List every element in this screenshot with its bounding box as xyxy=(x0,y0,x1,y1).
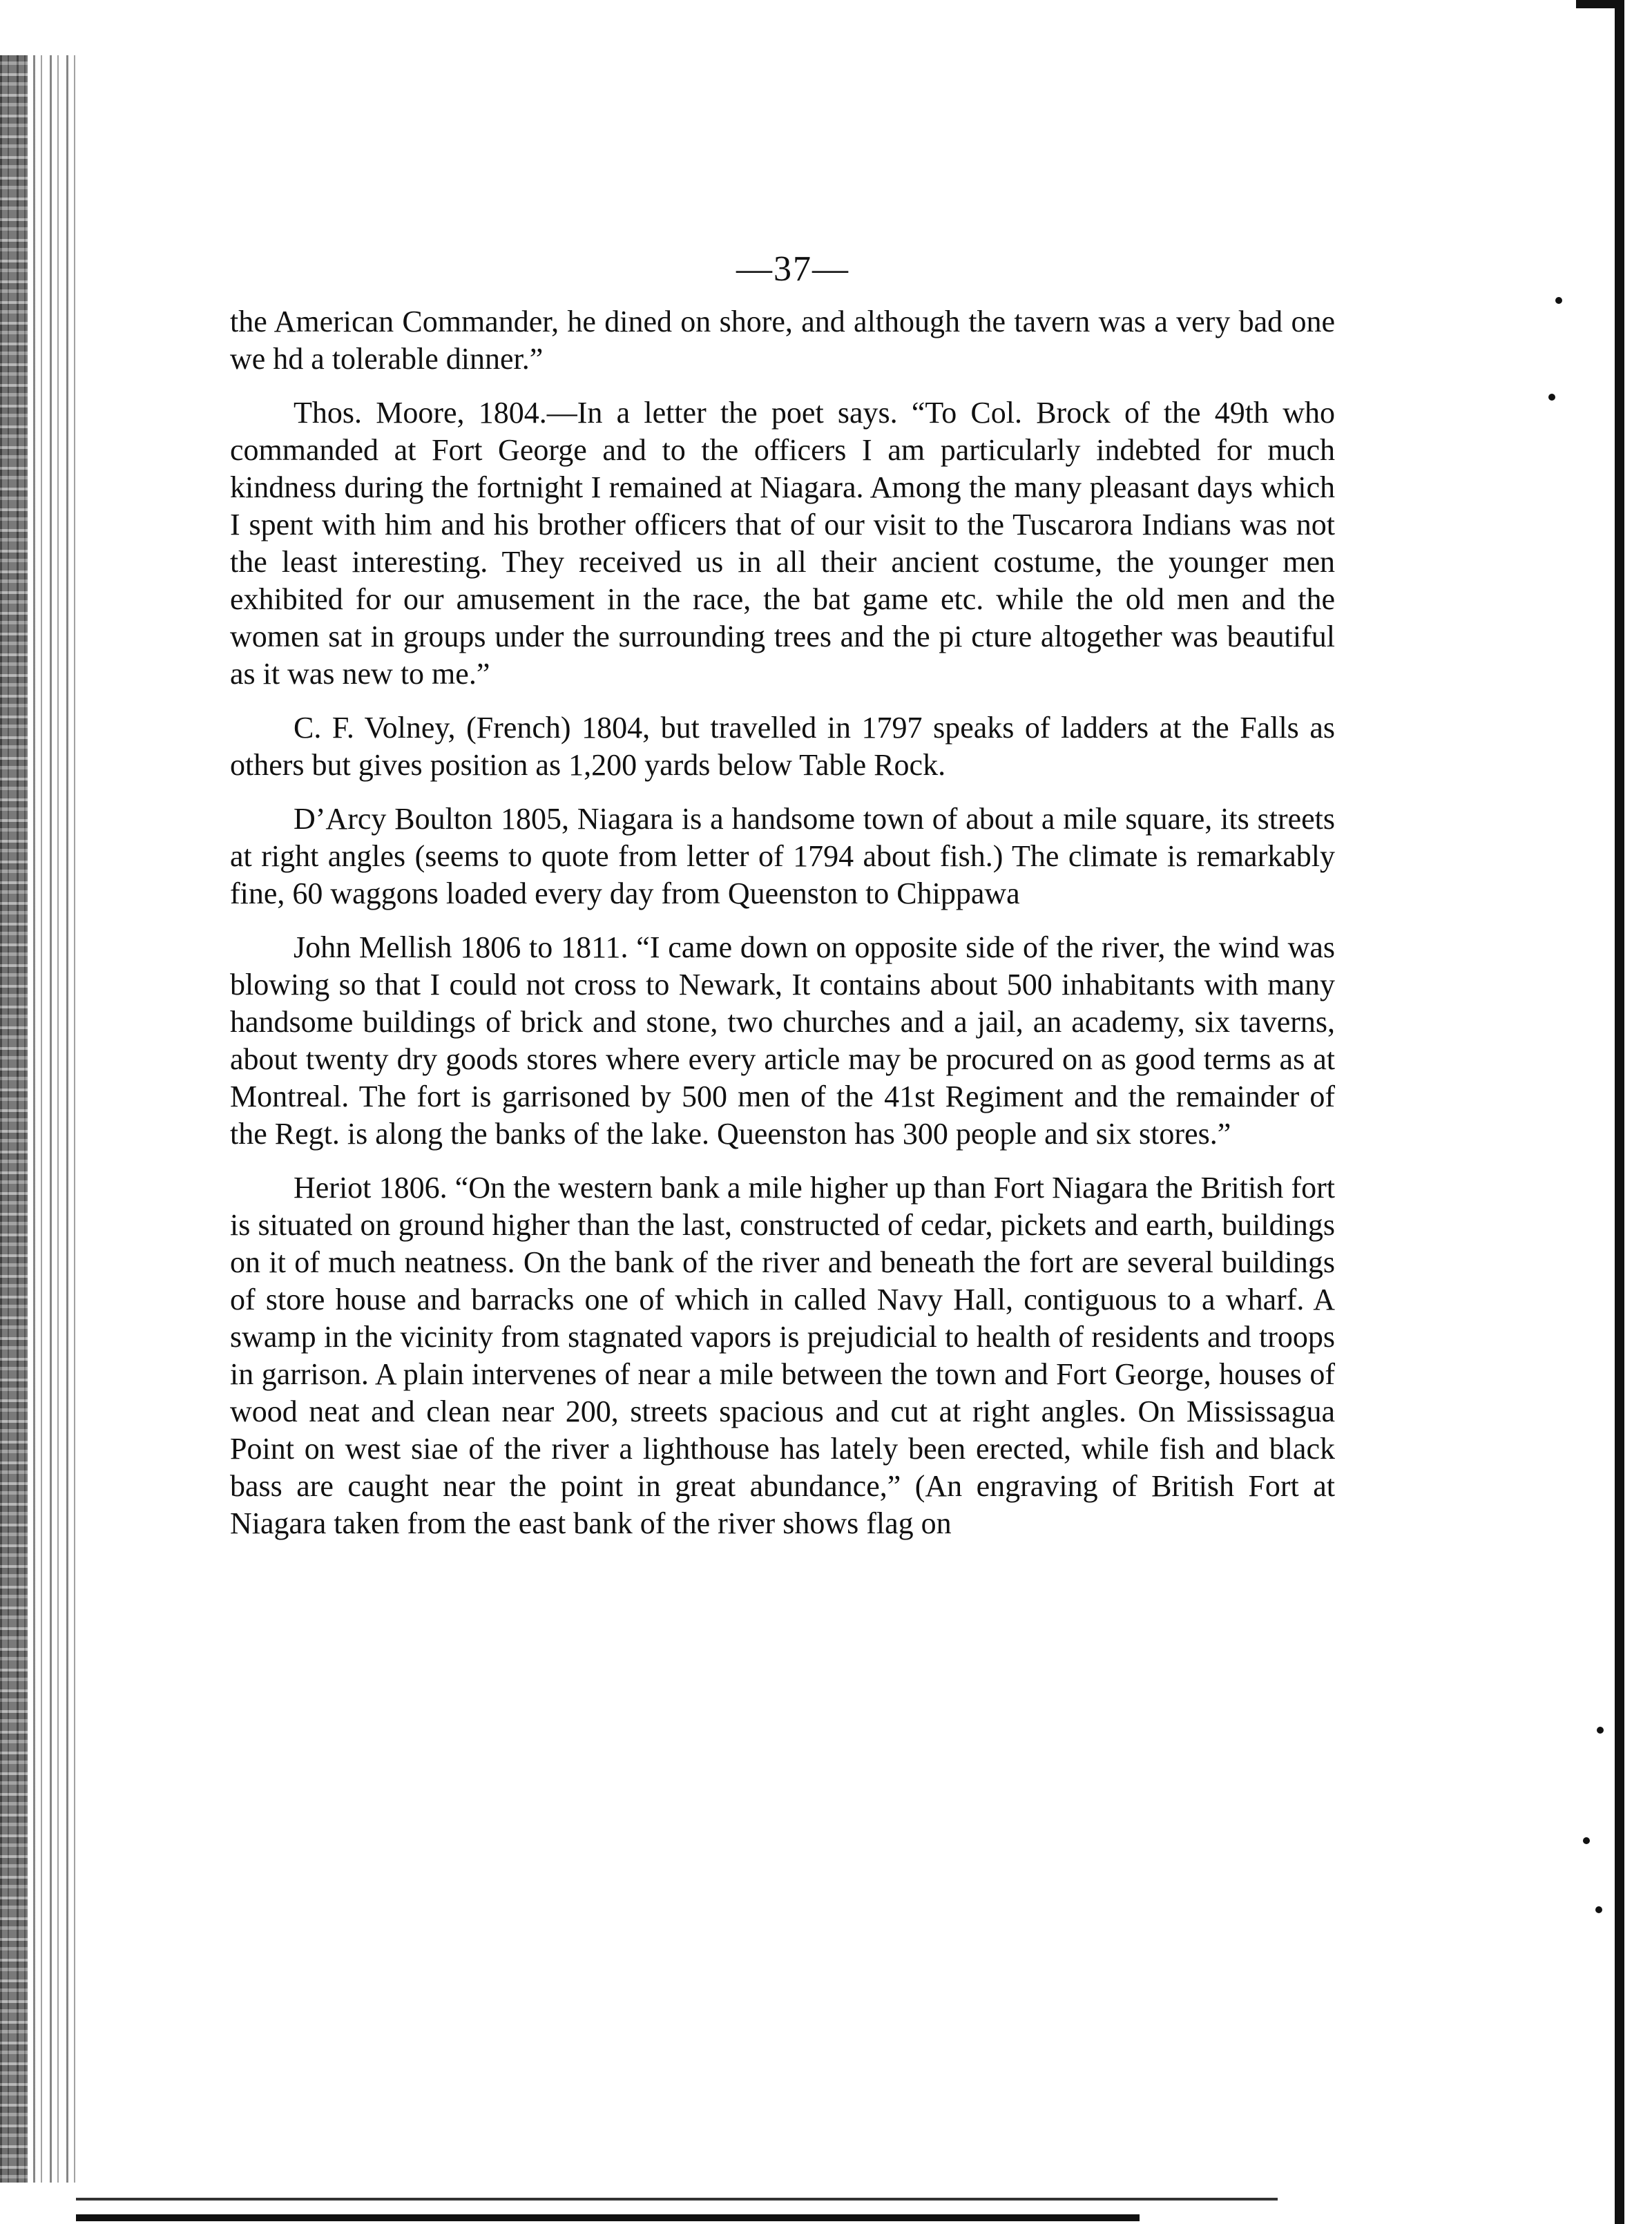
bottom-border-line xyxy=(76,2214,1140,2221)
text-column xyxy=(230,249,1335,1559)
speck-mark xyxy=(1583,1837,1590,1844)
page-number: —37— xyxy=(736,249,849,289)
right-border-line xyxy=(1615,0,1624,2224)
speck-mark xyxy=(1555,297,1562,304)
paragraph: C. F. Volney, (French) 1804, but travelled in 1797 speaks of ladders at the Falls as others but gives position as 1,200 yards below Table Rock. xyxy=(230,711,1335,782)
paragraph: Heriot 1806. “On the western bank a mile higher up than Fort Niagara the British fort is situated on ground higher than the last, constructed of cedar, pickets and earth, buildings on it of much neatness. On the bank of the river and beneath the fort are several buildings of store house and barracks one of which in called Navy Hall, contiguous to a wharf. A swamp in the vicinity from stagnated vapors is prejudicial to health of residents and troops in garrison. A plain intervenes of near a mile between the town and Fort George, houses of wood neat and clean near 200, streets spacious and cut at right angles. On Mississagua Point on west siae of the river a lighthouse has lately been erected, while fish and black bass are caught near the point in great abundance,” (An engraving of British Fort at Niagara taken from the east bank of the river shows flag on xyxy=(230,1171,1335,1540)
speck-mark xyxy=(1595,1906,1602,1913)
bottom-border-rule xyxy=(76,2198,1278,2201)
binding-edge-dark xyxy=(0,55,28,2183)
speck-mark xyxy=(1597,1727,1604,1734)
paragraph: Thos. Moore, 1804.—In a letter the poet says. “To Col. Brock of the 49th who commanded at Fort George and to the officers I am particularly indebted for much kindness during the fortnight I remained at Niagara. Among the many pleasant days which I spent with him and his brother officers that of our visit to the Tuscarora Indians was not the least interesting. They received us in all their ancient costume, the younger men exhibited for our amusement in the race, the bat game etc. while the old men and the women sat in groups under the surrounding trees and the pi cture altogether was beautiful as it was new to me.” xyxy=(230,396,1335,691)
paragraph: John Mellish 1806 to 1811. “I came down on opposite side of the river, the wind was blowing so that I could not cross to Newark, It contains about 500 inhabitants with many handsome buildings of brick and stone, two churches and a jail, an academy, six taverns, about twenty dry goods stores where every article may be procured on as good terms as at Montreal. The fort is garrisoned by 500 men of the 41st Regiment and the remainder of the Regt. is along the banks of the lake. Queenston has 300 people and six stores.” xyxy=(230,930,1335,1151)
paragraph: the American Commander, he dined on shore, and although the tavern was a very bad one we hd a tolerable dinner.” xyxy=(230,305,1335,376)
right-border-corner xyxy=(1576,0,1624,8)
speck-mark xyxy=(1548,394,1555,401)
paragraph: D’Arcy Boulton 1805, Niagara is a handsome town of about a mile square, its streets at right angles (seems to quote from letter of 1794 about fish.) The climate is remarkably fine, 60 waggons loaded every day from Queenston to Chippawa xyxy=(230,802,1335,910)
